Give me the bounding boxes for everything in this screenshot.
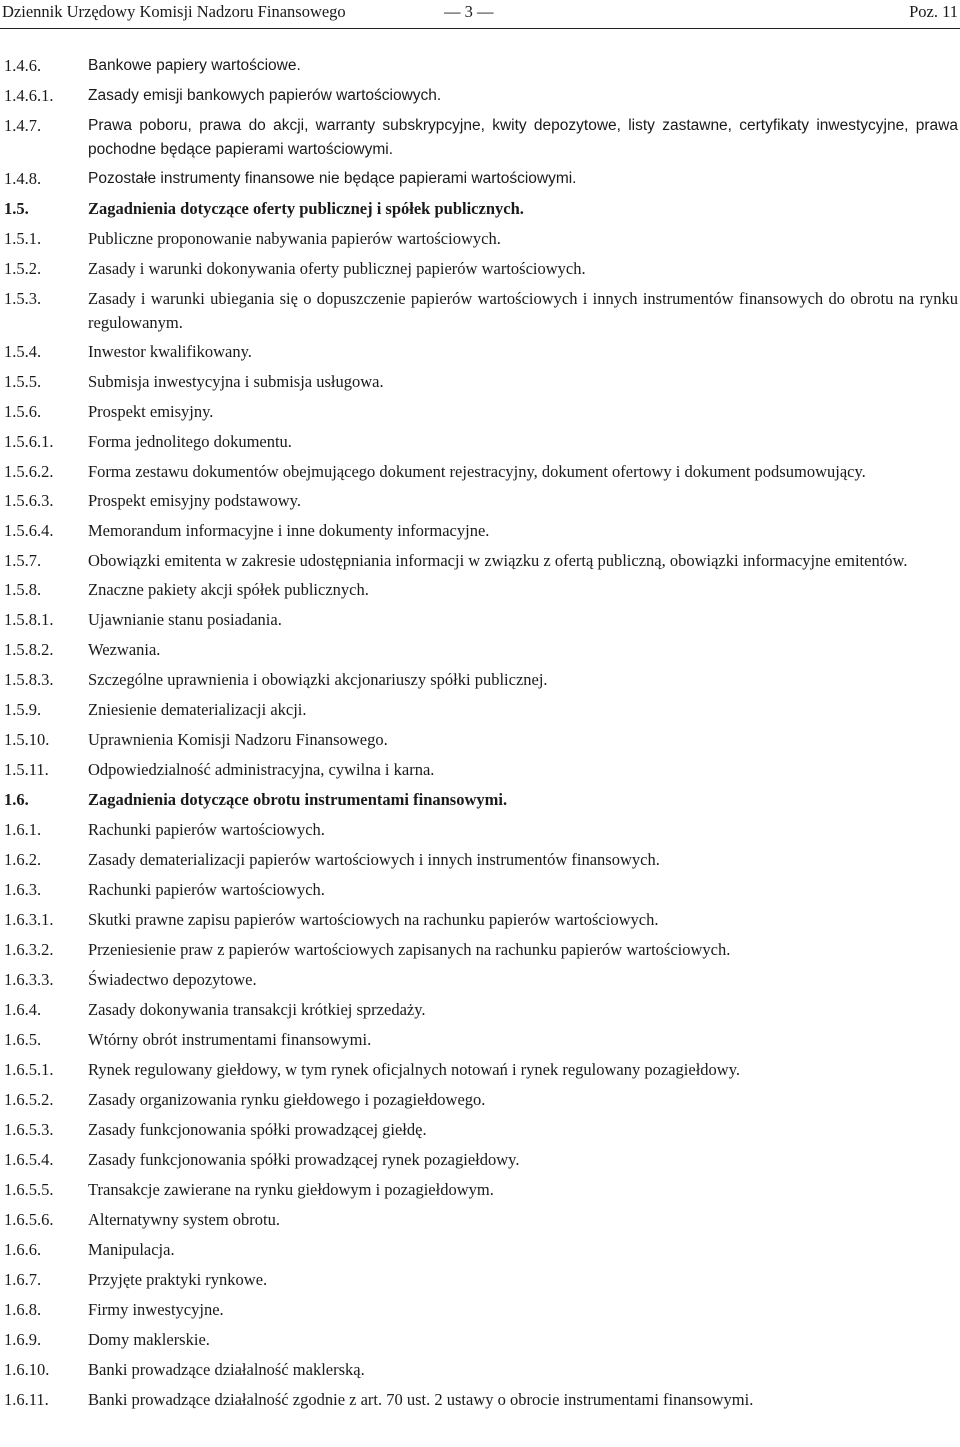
section-title: Uprawnienia Komisji Nadzoru Finansowego. xyxy=(88,730,388,749)
section-title: Pozostałe instrumenty finansowe nie będące papierami wartościowymi. xyxy=(88,170,577,187)
section-title: Wezwania. xyxy=(88,640,161,659)
section-title: Zasady organizowania rynku giełdowego i pozagiełdowego. xyxy=(88,1090,486,1109)
section-title: Submisja inwestycyjna i submisja usługowa. xyxy=(88,372,384,391)
section-title: Odpowiedzialność administracyjna, cywilna i karna. xyxy=(88,760,435,779)
section-title: Memorandum informacyjne i inne dokumenty informacyjne. xyxy=(88,521,490,540)
section-number: 1.4.6. xyxy=(4,56,42,75)
section-number: 1.5.2. xyxy=(4,259,42,278)
list-item xyxy=(0,287,960,335)
list-item xyxy=(0,1148,960,1172)
section-title: Zasady dokonywania transakcji krótkiej sprzedaży. xyxy=(88,1000,426,1019)
section-title: Wtórny obrót instrumentami finansowymi. xyxy=(88,1030,372,1049)
section-title: Rachunki papierów wartościowych. xyxy=(88,880,325,899)
list-item xyxy=(0,430,960,454)
section-title: Ujawnianie stanu posiadania. xyxy=(88,610,282,629)
list-item xyxy=(0,1208,960,1232)
section-title: Zasady funkcjonowania spółki prowadzącej giełdę. xyxy=(88,1120,427,1139)
section-title: Manipulacja. xyxy=(88,1240,175,1259)
section-number: 1.5.4. xyxy=(4,342,42,361)
section-number: 1.5.8.3. xyxy=(4,670,54,689)
section-number: 1.5.8.1. xyxy=(4,610,54,629)
list-item xyxy=(0,728,960,752)
section-number: 1.5.7. xyxy=(4,551,42,570)
list-item xyxy=(0,578,960,602)
section-number: 1.4.8. xyxy=(4,169,42,188)
section-title: Banki prowadzące działalność zgodnie z art. 70 ust. 2 ustawy o obrocie instrumentami finansowymi. xyxy=(88,1390,754,1409)
section-number: 1.4.7. xyxy=(4,116,42,135)
section-number: 1.6.4. xyxy=(4,1000,42,1019)
section-number: 1.6.5.5. xyxy=(4,1180,54,1199)
list-item xyxy=(0,608,960,632)
section-title: Transakcje zawierane na rynku giełdowym i pozagiełdowym. xyxy=(88,1180,494,1199)
section-title: Prawa poboru, prawa do akcji, warranty subskrypcyjne, kwity depozytowe, listy zastawne, certyfikaty inwestycyjne, prawa pochodne będące papierami wartościowymi. xyxy=(88,117,958,158)
section-number: 1.6.3.1. xyxy=(4,910,54,929)
list-item xyxy=(0,818,960,842)
section-number: 1.5. xyxy=(4,199,29,218)
section-number: 1.6.3.2. xyxy=(4,940,54,959)
section-number: 1.6.5.3. xyxy=(4,1120,54,1139)
position-number: Poz. 11 xyxy=(909,2,958,21)
section-number: 1.5.8.2. xyxy=(4,640,54,659)
section-title: Zasady i warunki dokonywania oferty publicznej papierów wartościowych. xyxy=(88,259,586,278)
list-item xyxy=(0,878,960,902)
section-title: Zasady dematerializacji papierów wartościowych i innych instrumentów finansowych. xyxy=(88,850,660,869)
list-item xyxy=(0,908,960,932)
list-item xyxy=(0,1238,960,1262)
table-of-contents xyxy=(0,54,960,1418)
section-number: 1.6.5.2. xyxy=(4,1090,54,1109)
page-header xyxy=(0,0,960,29)
section-number: 1.6.3. xyxy=(4,880,42,899)
list-item xyxy=(0,1028,960,1052)
list-item xyxy=(0,848,960,872)
section-title: Zagadnienia dotyczące oferty publicznej i spółek publicznych. xyxy=(88,199,524,218)
list-item xyxy=(0,227,960,251)
section-number: 1.5.1. xyxy=(4,229,42,248)
section-title: Inwestor kwalifikowany. xyxy=(88,342,252,361)
section-title: Prospekt emisyjny podstawowy. xyxy=(88,491,301,510)
section-title: Rynek regulowany giełdowy, w tym rynek oficjalnych notowań i rynek regulowany pozagiełdowy. xyxy=(88,1060,740,1079)
section-title: Bankowe papiery wartościowe. xyxy=(88,57,301,74)
section-number: 1.6.10. xyxy=(4,1360,50,1379)
section-number: 1.6.5. xyxy=(4,1030,42,1049)
section-number: 1.6.6. xyxy=(4,1240,42,1259)
section-number: 1.5.11. xyxy=(4,760,49,779)
section-number: 1.6.3.3. xyxy=(4,970,54,989)
journal-title: Dziennik Urzędowy Komisji Nadzoru Finansowego xyxy=(2,2,346,21)
section-title: Firmy inwestycyjne. xyxy=(88,1300,224,1319)
list-item xyxy=(0,1358,960,1382)
section-title: Skutki prawne zapisu papierów wartościowych na rachunku papierów wartościowych. xyxy=(88,910,659,929)
list-item xyxy=(0,1058,960,1082)
list-item xyxy=(0,197,960,221)
section-number: 1.6.2. xyxy=(4,850,42,869)
list-item xyxy=(0,340,960,364)
list-item xyxy=(0,549,960,573)
section-number: 1.5.5. xyxy=(4,372,42,391)
list-item xyxy=(0,489,960,513)
section-number: 1.6.5.6. xyxy=(4,1210,54,1229)
list-item xyxy=(0,1298,960,1322)
list-item xyxy=(0,1388,960,1412)
page-number: — 3 — xyxy=(444,2,494,21)
section-title: Domy maklerskie. xyxy=(88,1330,210,1349)
section-title: Zasady i warunki ubiegania się o dopuszczenie papierów wartościowych i innych instrumentów finansowych do obrotu na rynku regulowanym. xyxy=(88,289,958,332)
list-item xyxy=(0,998,960,1022)
list-item xyxy=(0,1118,960,1142)
section-title: Alternatywny system obrotu. xyxy=(88,1210,281,1229)
section-number: 1.6.5.4. xyxy=(4,1150,54,1169)
section-title: Obowiązki emitenta w zakresie udostępniania informacji w związku z ofertą publiczną, obowiązki informacyjne emitentów. xyxy=(88,551,908,570)
section-number: 1.5.10. xyxy=(4,730,50,749)
section-title: Przeniesienie praw z papierów wartościowych zapisanych na rachunku papierów wartościowych. xyxy=(88,940,731,959)
list-item xyxy=(0,460,960,484)
list-item xyxy=(0,1268,960,1292)
list-item xyxy=(0,519,960,543)
section-number: 1.5.8. xyxy=(4,580,42,599)
section-title: Forma zestawu dokumentów obejmującego dokument rejestracyjny, dokument ofertowy i dokument podsumowujący. xyxy=(88,462,866,481)
section-number: 1.6.7. xyxy=(4,1270,42,1289)
list-item xyxy=(0,400,960,424)
list-item xyxy=(0,638,960,662)
list-item xyxy=(0,370,960,394)
section-number: 1.5.6.3. xyxy=(4,491,54,510)
section-title: Świadectwo depozytowe. xyxy=(88,970,257,989)
list-item xyxy=(0,54,960,78)
section-number: 1.5.3. xyxy=(4,289,42,308)
section-title: Przyjęte praktyki rynkowe. xyxy=(88,1270,268,1289)
section-title: Znaczne pakiety akcji spółek publicznych. xyxy=(88,580,369,599)
section-number: 1.4.6.1. xyxy=(4,86,54,105)
section-number: 1.5.6. xyxy=(4,402,42,421)
list-item xyxy=(0,167,960,191)
list-item xyxy=(0,758,960,782)
section-number: 1.6.8. xyxy=(4,1300,42,1319)
list-item xyxy=(0,84,960,108)
section-title: Forma jednolitego dokumentu. xyxy=(88,432,292,451)
section-number: 1.6.5.1. xyxy=(4,1060,54,1079)
section-number: 1.5.6.2. xyxy=(4,462,54,481)
list-item xyxy=(0,668,960,692)
list-item xyxy=(0,1178,960,1202)
section-number: 1.5.9. xyxy=(4,700,42,719)
section-title: Rachunki papierów wartościowych. xyxy=(88,820,325,839)
list-item xyxy=(0,968,960,992)
section-number: 1.6. xyxy=(4,790,29,809)
section-number: 1.5.6.1. xyxy=(4,432,54,451)
section-number: 1.6.1. xyxy=(4,820,42,839)
list-item xyxy=(0,698,960,722)
section-title: Publiczne proponowanie nabywania papierów wartościowych. xyxy=(88,229,501,248)
section-title: Banki prowadzące działalność maklerską. xyxy=(88,1360,365,1379)
section-title: Prospekt emisyjny. xyxy=(88,402,214,421)
section-title: Zniesienie dematerializacji akcji. xyxy=(88,700,307,719)
list-item xyxy=(0,938,960,962)
section-title: Zasady emisji bankowych papierów wartościowych. xyxy=(88,87,442,104)
section-number: 1.6.11. xyxy=(4,1390,49,1409)
section-number: 1.6.9. xyxy=(4,1330,42,1349)
section-title: Zagadnienia dotyczące obrotu instrumentami finansowymi. xyxy=(88,790,508,809)
list-item xyxy=(0,788,960,812)
section-number: 1.5.6.4. xyxy=(4,521,54,540)
list-item xyxy=(0,1328,960,1352)
list-item xyxy=(0,1088,960,1112)
section-title: Zasady funkcjonowania spółki prowadzącej rynek pozagiełdowy. xyxy=(88,1150,520,1169)
list-item xyxy=(0,114,960,162)
list-item xyxy=(0,257,960,281)
section-title: Szczególne uprawnienia i obowiązki akcjonariuszy spółki publicznej. xyxy=(88,670,548,689)
